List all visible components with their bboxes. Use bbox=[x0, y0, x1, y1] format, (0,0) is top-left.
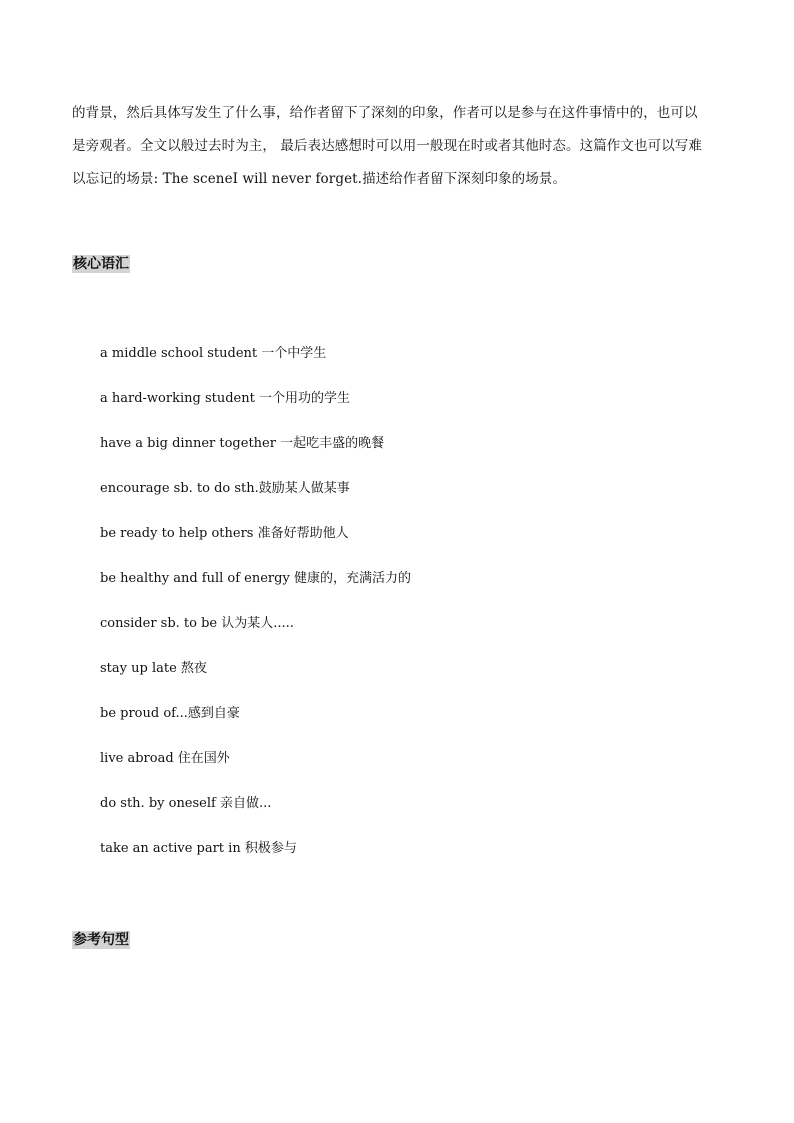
vocab-item: do sth. by oneself 亲自做... bbox=[100, 796, 272, 811]
vocab-item: live abroad 住在国外 bbox=[100, 751, 230, 766]
vocab-item: a hard-working student 一个用功的学生 bbox=[100, 391, 350, 406]
intro-paragraph bbox=[72, 97, 724, 196]
intro-line: 以忘记的场景: The sceneI will never forget.描述给作者留下深刻印象的场景。 bbox=[72, 171, 567, 187]
vocab-item: be proud of...感到自豪 bbox=[100, 706, 240, 721]
intro-line: 是旁观者。全文以般过去时为主， 最后表达感想时可以用一般现在时或者其他时态。这篇作文也可以写难 bbox=[72, 138, 702, 154]
vocab-item: take an active part in 积极参与 bbox=[100, 841, 297, 856]
vocab-item: encourage sb. to do sth.鼓励某人做某事 bbox=[100, 481, 350, 496]
sentence-section-heading: 参考句型 bbox=[73, 932, 129, 948]
vocab-item: stay up late 熬夜 bbox=[100, 661, 207, 676]
vocab-item: be ready to help others 准备好帮助他人 bbox=[100, 526, 349, 541]
vocab-item: consider sb. to be 认为某人..... bbox=[100, 616, 294, 631]
intro-line: 的背景，然后具体写发生了什么事，给作者留下了深刻的印象，作者可以是参与在这件事情中的，也可以 bbox=[72, 105, 698, 121]
vocab-item: a middle school student 一个中学生 bbox=[100, 346, 327, 361]
vocab-item: be healthy and full of energy 健康的，充满活力的 bbox=[100, 571, 411, 586]
vocab-section-heading: 核心语汇 bbox=[73, 256, 129, 272]
vocab-item: have a big dinner together 一起吃丰盛的晚餐 bbox=[100, 436, 385, 451]
vocab-list bbox=[100, 344, 411, 884]
